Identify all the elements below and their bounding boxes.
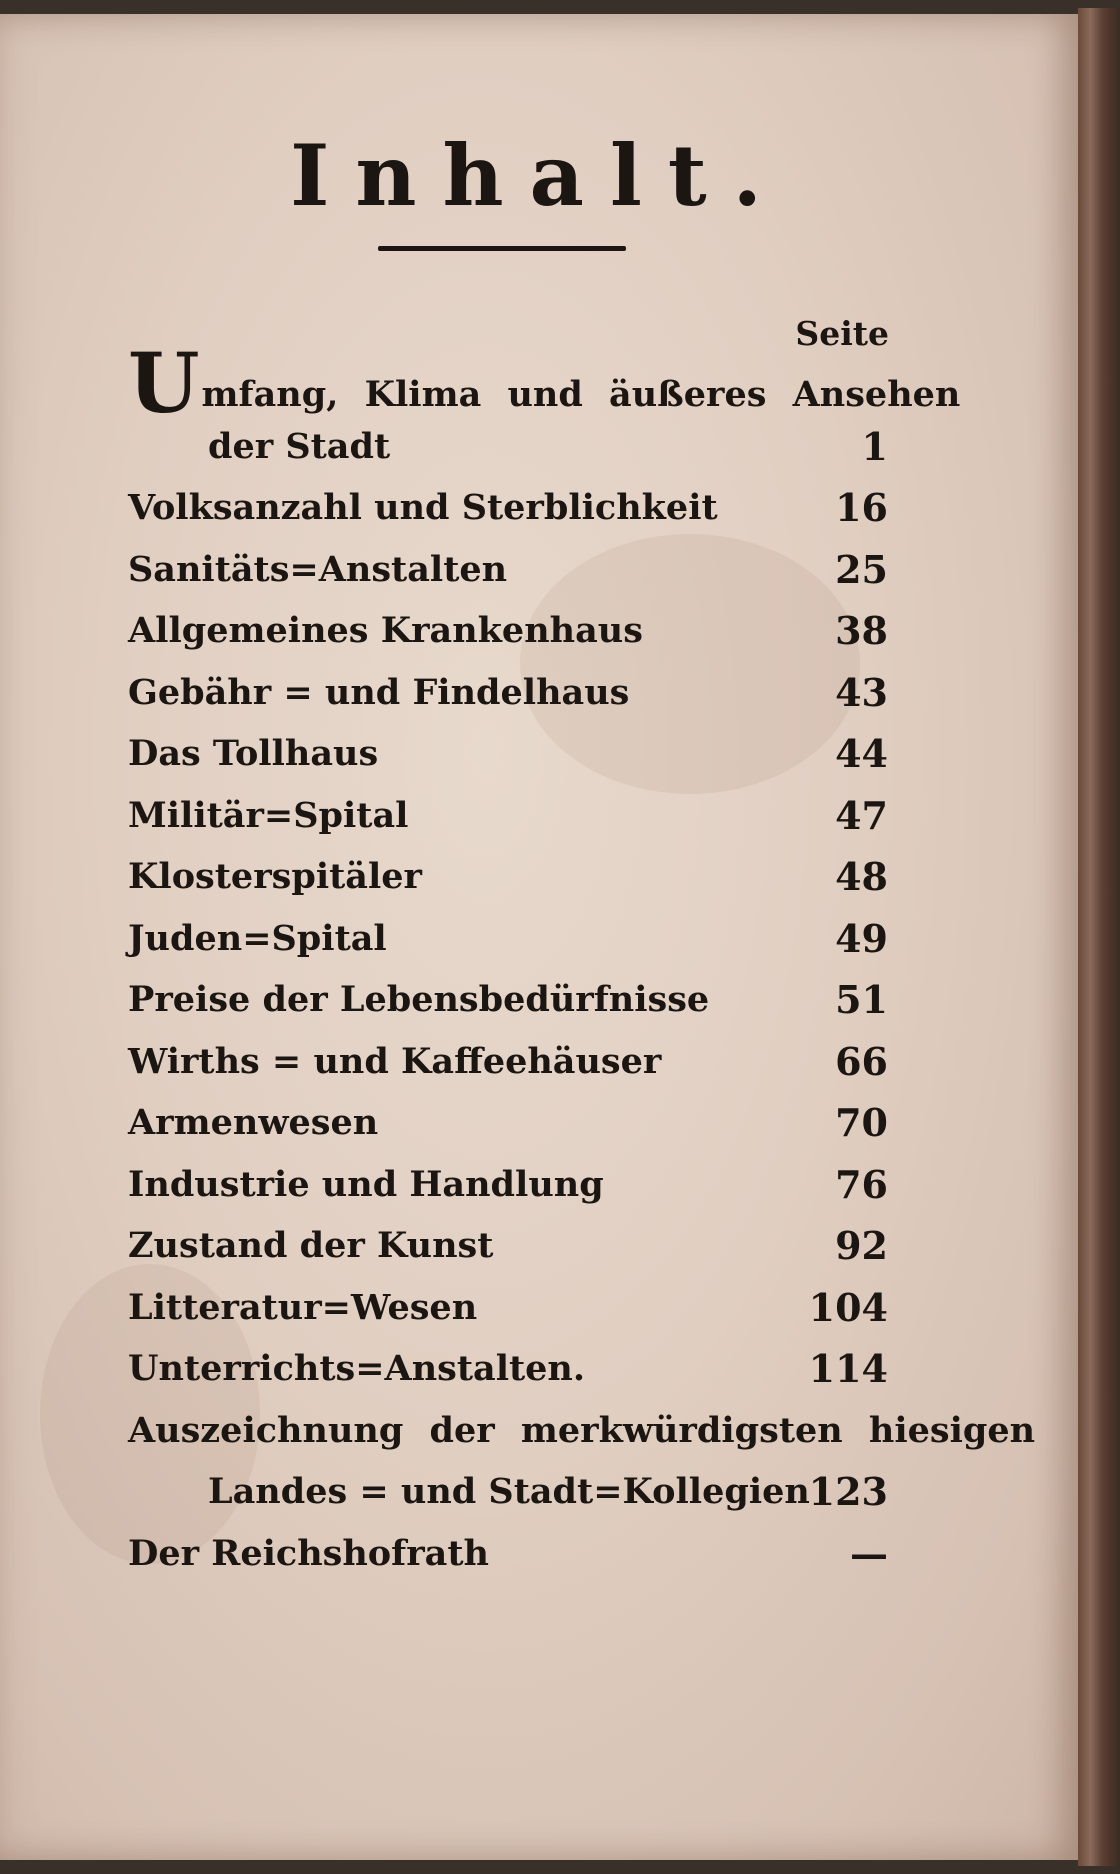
toc-entry	[128, 1338, 888, 1400]
toc-entry-label: Militär=Spital	[128, 794, 409, 836]
toc-entry-page: 123	[808, 1469, 888, 1514]
toc-entry-label: Unterrichts=Anstalten.	[128, 1348, 586, 1389]
toc-entry-label: Zustand der Kunst	[128, 1225, 494, 1266]
toc-entry-label: Gebähr = und Findelhaus	[128, 671, 630, 713]
page-column-label: Seite	[795, 314, 889, 353]
toc-entry-page: 76	[835, 1161, 888, 1207]
toc-entry-continued-line	[128, 1400, 1036, 1462]
page-edge	[1078, 8, 1120, 1866]
toc-entry	[128, 1092, 888, 1154]
toc-entry-label: Armenwesen	[128, 1102, 379, 1143]
toc-entry-first-line: Auszeichnung der merkwürdigsten hiesigen	[128, 1409, 1036, 1451]
toc-entry-label: Preise der Lebensbedürfnisse	[128, 979, 710, 1020]
toc-entry-label: Volksanzahl und Sterblichkeit	[128, 487, 718, 528]
toc-entry-page: —	[850, 1530, 888, 1576]
toc-entry	[128, 1277, 888, 1339]
toc-entry	[128, 416, 888, 478]
toc-entry	[128, 723, 888, 785]
toc-entry-label: Das Tollhaus	[128, 733, 379, 774]
toc-entry-continued-line	[128, 336, 961, 432]
toc-entry-first-line: mfang, Klima und äußeres Ansehen	[201, 374, 961, 415]
toc-entry-page: 25	[835, 546, 888, 592]
toc-entry	[128, 969, 888, 1031]
toc-entry-label: Juden=Spital	[128, 917, 387, 959]
toc-entry-page: 92	[835, 1223, 888, 1268]
toc-entry-page: 43	[835, 669, 888, 715]
toc-entry-label: Sanitäts=Anstalten	[128, 548, 508, 590]
toc-entry	[128, 846, 888, 908]
toc-entry	[128, 1523, 888, 1585]
toc-entry-page: 38	[835, 608, 888, 653]
toc-entry-label: Landes = und Stadt=Kollegien	[208, 1471, 810, 1512]
toc-entry-page: 44	[835, 731, 888, 776]
toc-entry	[128, 908, 888, 970]
toc-entry	[128, 477, 888, 539]
toc-entry-page: 104	[808, 1284, 888, 1330]
toc-entry-page: 51	[835, 977, 888, 1022]
toc-entry	[128, 539, 888, 601]
toc-entry-label: Wirths = und Kaffeehäuser	[128, 1040, 662, 1082]
toc-entry	[128, 1461, 888, 1523]
toc-entry-page: 70	[835, 1100, 888, 1145]
toc-entry-page: 49	[835, 915, 888, 961]
toc-entry	[128, 662, 888, 724]
toc-entry-label: Allgemeines Krankenhaus	[128, 610, 643, 651]
toc-entry-label: Klosterspitäler	[128, 856, 422, 897]
toc-entry-label: der Stadt	[208, 425, 391, 467]
toc-entry	[128, 1031, 888, 1093]
toc-entry-page: 48	[835, 854, 888, 899]
toc-entry	[128, 785, 888, 847]
toc-entry-page: 1	[861, 423, 888, 469]
toc-entry-page: 16	[835, 485, 888, 530]
page-title: Inhalt.	[290, 126, 788, 225]
toc-entry-page: 114	[808, 1346, 888, 1391]
toc-entry	[128, 1215, 888, 1277]
table-of-contents	[128, 336, 1036, 1584]
book-page	[0, 14, 1078, 1860]
toc-entry-label: Der Reichshofrath	[128, 1532, 489, 1574]
title-rule	[378, 246, 626, 251]
drop-cap: U	[128, 336, 200, 432]
toc-entry	[128, 1154, 888, 1216]
toc-entry-page: 47	[835, 792, 888, 838]
toc-entry-label: Industrie und Handlung	[128, 1163, 604, 1205]
toc-entry-page: 66	[835, 1038, 888, 1084]
toc-entry-label: Litteratur=Wesen	[128, 1286, 478, 1328]
toc-entry	[128, 600, 888, 662]
